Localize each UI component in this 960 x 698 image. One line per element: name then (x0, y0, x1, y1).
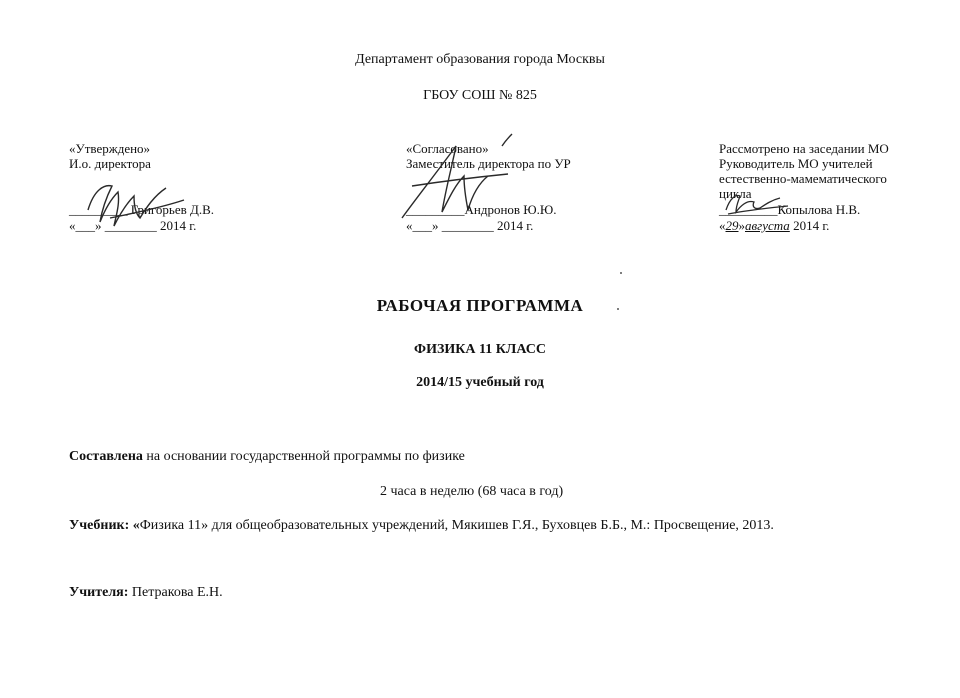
textbook-label: Учебник: « (69, 518, 140, 533)
approval-role-line2: естественно-мамематического (719, 171, 887, 186)
textbook-text: Физика 11» для общеобразовательных учреждений, Мякишев Г.Я., Буховцев Б.Б., М.: Просвещение, 2013. (139, 518, 774, 533)
textbook-line (69, 518, 774, 534)
teacher-name: Петракова Е.Н. (128, 585, 223, 600)
approval-date-line: «___» ________ 2014 г. (69, 218, 197, 233)
approval-role: Заместитель директора по УР (406, 156, 571, 171)
compiled-basis (69, 449, 465, 465)
approval-role: И.о. директора (69, 156, 151, 171)
approval-name-line: _________Копылова Н.В. (719, 202, 861, 217)
approval-name-line: _________ Григорьев Д.В. (69, 202, 215, 217)
approval-date-line: «___» ________ 2014 г. (406, 218, 534, 233)
approval-title: «Согласовано» (406, 141, 489, 156)
signature-director (80, 170, 190, 235)
approval-role: Руководитель МО учителей (719, 156, 873, 171)
scan-speck (620, 272, 622, 274)
department-title: Департамент образования города Москвы (355, 52, 605, 67)
compiled-label: Составлена (69, 449, 143, 464)
compiled-text: на основании государственной программы по физике (142, 449, 465, 464)
teacher-line (69, 585, 223, 601)
date-close-quote: » (738, 218, 745, 233)
signature-mo-head (722, 188, 792, 218)
date-year: 2014 г. (793, 218, 830, 233)
approval-name-line: _________Андронов Ю.Ю. (406, 202, 557, 217)
program-year: 2014/15 учебный год (416, 375, 544, 390)
approval-title: Рассмотрено на заседании МО (719, 141, 889, 156)
approval-date-line (719, 218, 829, 233)
teacher-label: Учителя: (69, 585, 129, 600)
date-day-handwritten: 29 (725, 218, 739, 233)
school-title: ГБОУ СОШ № 825 (423, 88, 537, 103)
approval-title: «Утверждено» (69, 141, 151, 156)
program-subject: ФИЗИКА 11 КЛАСС (414, 342, 546, 357)
program-title: РАБОЧАЯ ПРОГРАММА (376, 296, 584, 315)
date-month-handwritten: августа (745, 218, 790, 233)
approval-role-line3: цикла (719, 186, 752, 201)
hours-per-week: 2 часа в неделю (68 часа в год) (380, 484, 564, 499)
date-open-quote: « (719, 218, 726, 233)
signature-deputy (398, 126, 518, 226)
